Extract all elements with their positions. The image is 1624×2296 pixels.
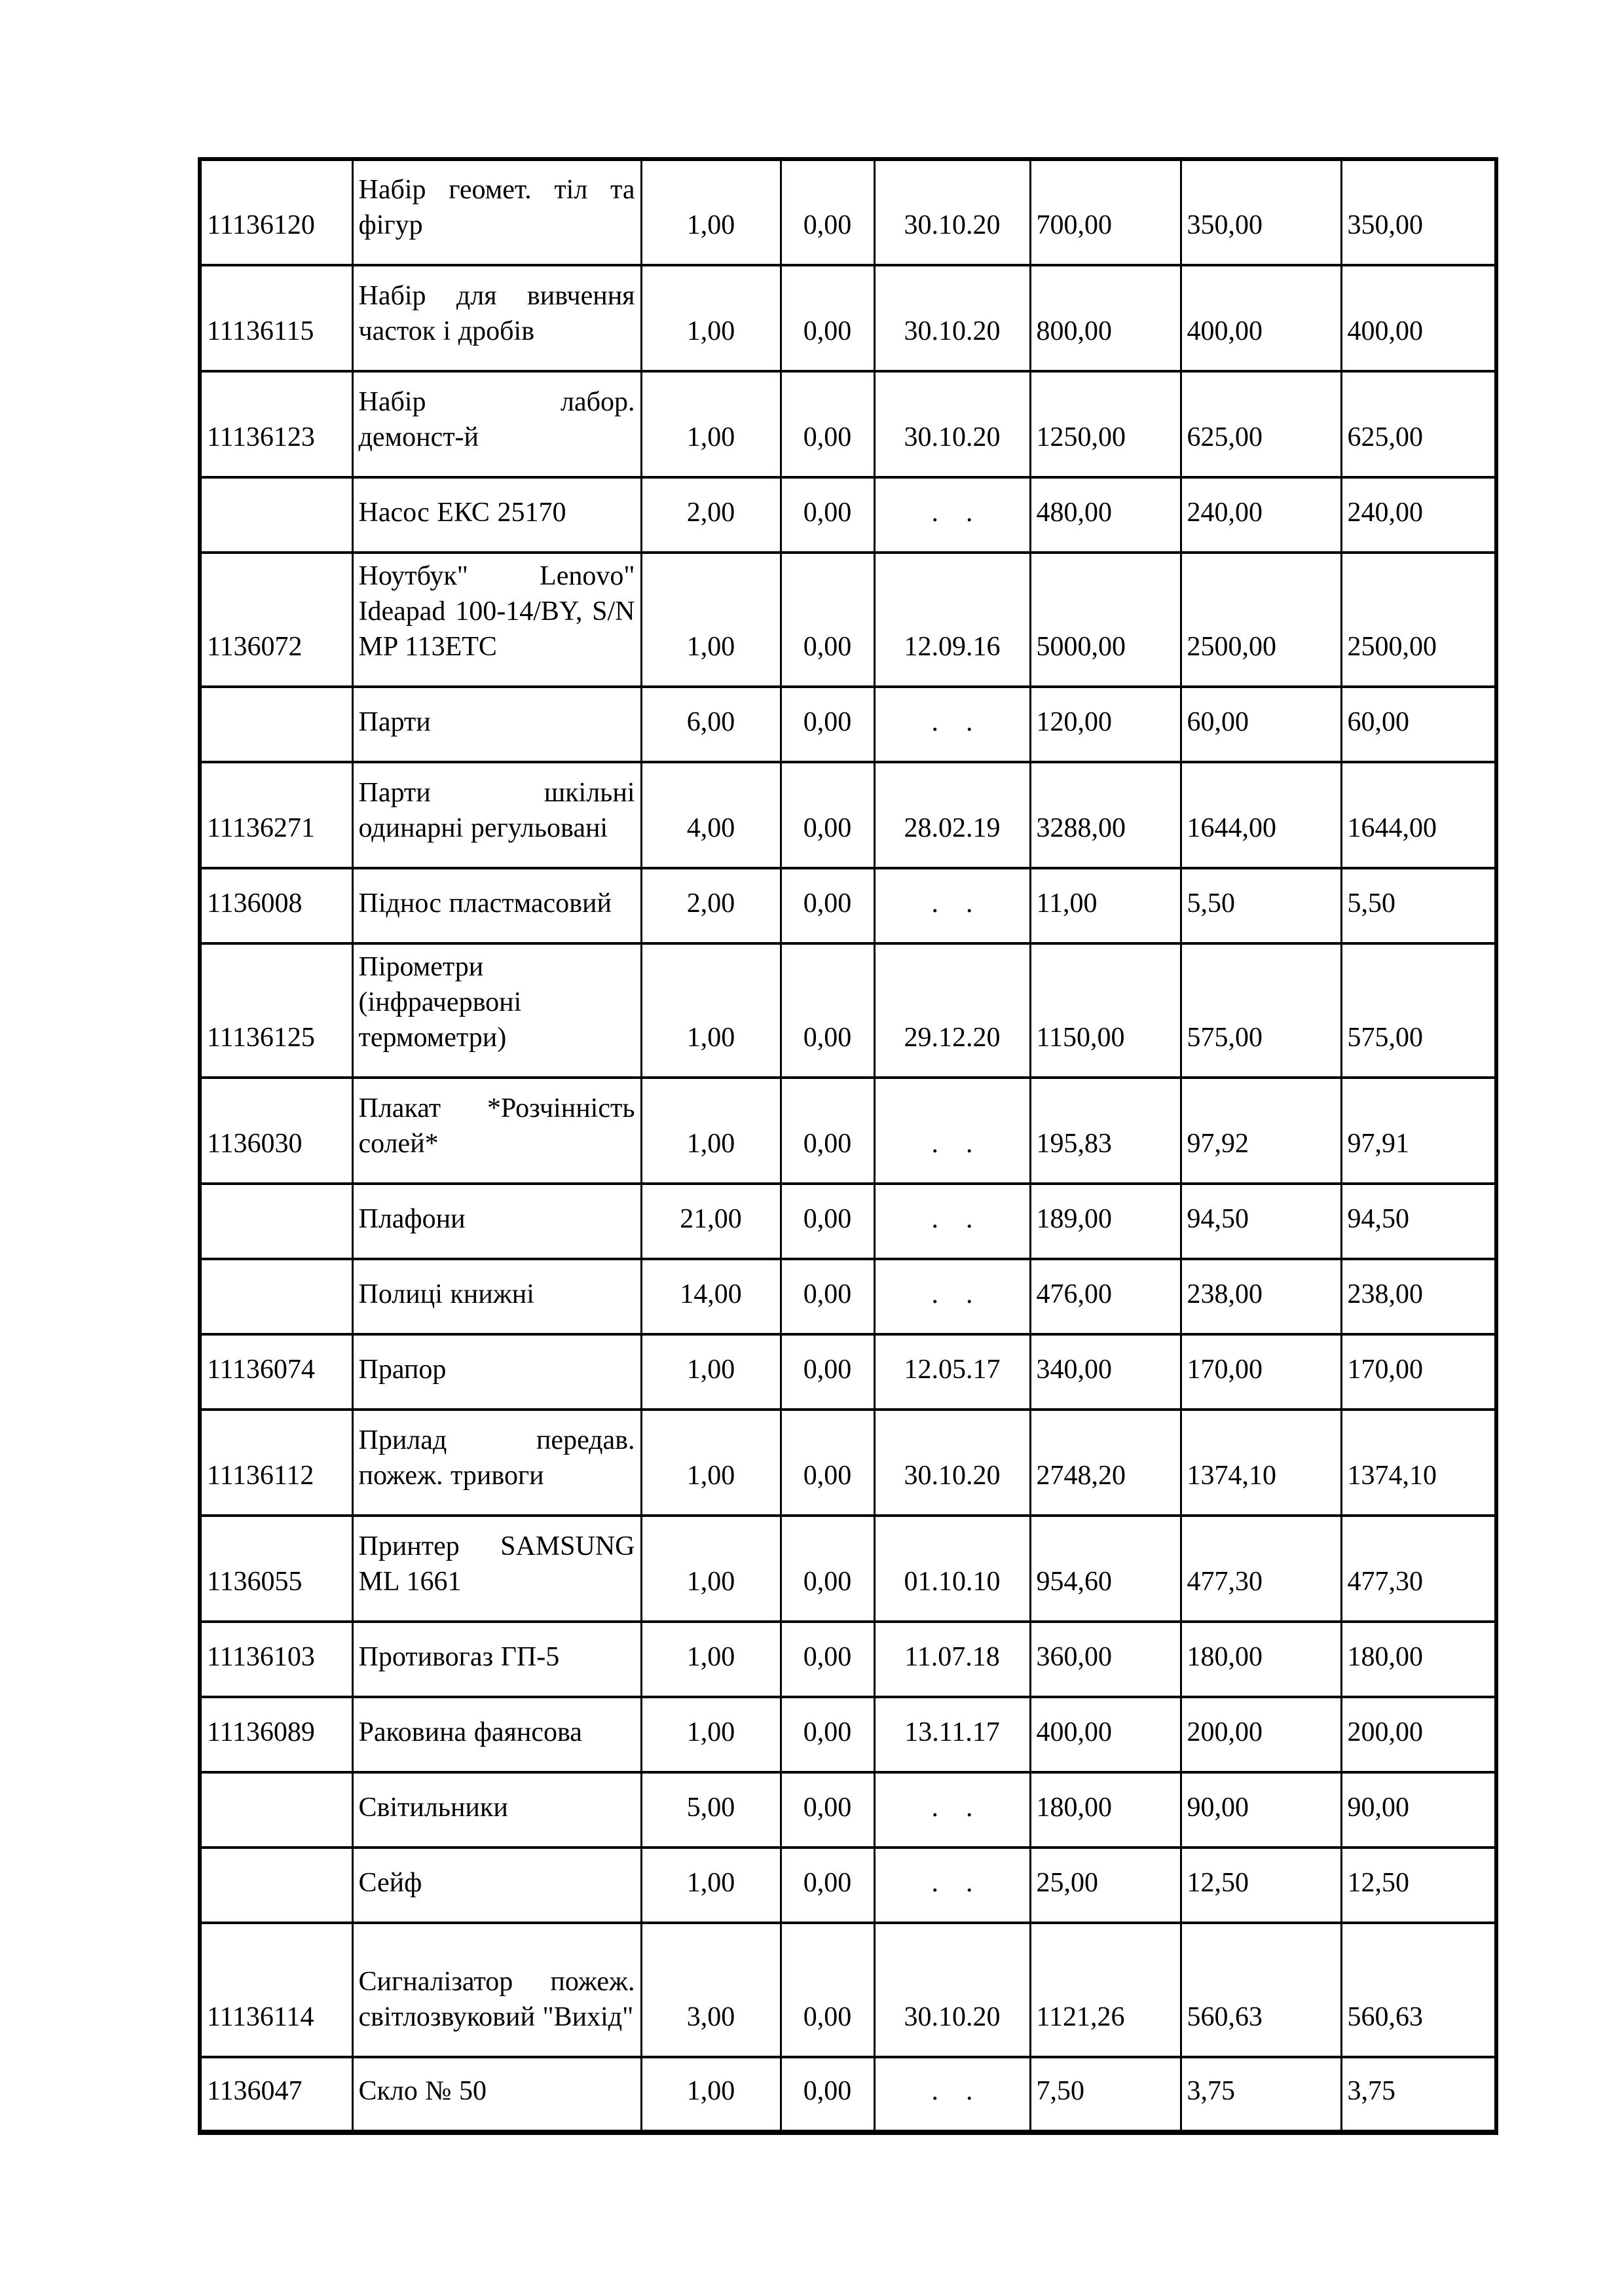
- table-row: [200, 1697, 1496, 1772]
- table-row: [200, 1334, 1496, 1410]
- table-row: [200, 943, 1496, 1078]
- cell-amount-2: 560,63: [1181, 1923, 1341, 2057]
- cell-quantity-secondary: 0,00: [781, 1410, 874, 1516]
- cell-amount-2: 97,92: [1181, 1078, 1341, 1184]
- cell-quantity-secondary: 0,00: [781, 1334, 874, 1410]
- cell-amount-2: 94,50: [1181, 1184, 1341, 1259]
- cell-item-name: Противогаз ГП-5: [352, 1622, 641, 1697]
- cell-amount-2: 240,00: [1181, 477, 1341, 553]
- cell-date: . .: [874, 1078, 1030, 1184]
- cell-amount-1: 180,00: [1030, 1772, 1181, 1848]
- cell-amount-1: 3288,00: [1030, 762, 1181, 868]
- cell-date: 12.05.17: [874, 1334, 1030, 1410]
- cell-quantity-secondary: 0,00: [781, 2057, 874, 2132]
- cell-quantity: 5,00: [641, 1772, 781, 1848]
- cell-inventory-number: [200, 1772, 352, 1848]
- cell-quantity-secondary: 0,00: [781, 1184, 874, 1259]
- cell-quantity: 1,00: [641, 1848, 781, 1923]
- cell-amount-2: 238,00: [1181, 1259, 1341, 1334]
- cell-amount-3: 350,00: [1341, 159, 1496, 265]
- cell-inventory-number: 1136047: [200, 2057, 352, 2132]
- cell-amount-1: 7,50: [1030, 2057, 1181, 2132]
- cell-quantity-secondary: 0,00: [781, 371, 874, 477]
- cell-amount-3: 575,00: [1341, 943, 1496, 1078]
- cell-amount-1: 25,00: [1030, 1848, 1181, 1923]
- cell-quantity: 4,00: [641, 762, 781, 868]
- cell-date: 13.11.17: [874, 1697, 1030, 1772]
- cell-date: 30.10.20: [874, 1410, 1030, 1516]
- cell-quantity-secondary: 0,00: [781, 1259, 874, 1334]
- cell-item-name: Плафони: [352, 1184, 641, 1259]
- cell-quantity-secondary: 0,00: [781, 265, 874, 371]
- cell-inventory-number: 11136125: [200, 943, 352, 1078]
- table-row: [200, 2057, 1496, 2132]
- cell-inventory-number: 11136114: [200, 1923, 352, 2057]
- cell-item-name: Скло № 50: [352, 2057, 641, 2132]
- cell-item-name: Прилад передав. пожеж. тривоги: [352, 1410, 641, 1516]
- cell-amount-1: 340,00: [1030, 1334, 1181, 1410]
- cell-amount-3: 400,00: [1341, 265, 1496, 371]
- cell-quantity: 1,00: [641, 553, 781, 687]
- cell-item-name: Плакат *Розчінність солей*: [352, 1078, 641, 1184]
- cell-inventory-number: [200, 1848, 352, 1923]
- cell-inventory-number: 1136008: [200, 868, 352, 943]
- cell-amount-3: 94,50: [1341, 1184, 1496, 1259]
- cell-quantity: 1,00: [641, 1622, 781, 1697]
- cell-inventory-number: 11136074: [200, 1334, 352, 1410]
- cell-inventory-number: 11136112: [200, 1410, 352, 1516]
- table-row: [200, 371, 1496, 477]
- cell-amount-3: 170,00: [1341, 1334, 1496, 1410]
- cell-quantity-secondary: 0,00: [781, 1697, 874, 1772]
- cell-quantity: 1,00: [641, 1410, 781, 1516]
- cell-quantity: 1,00: [641, 943, 781, 1078]
- cell-quantity-secondary: 0,00: [781, 1622, 874, 1697]
- cell-date: . .: [874, 2057, 1030, 2132]
- cell-quantity-secondary: 0,00: [781, 1078, 874, 1184]
- cell-amount-2: 1644,00: [1181, 762, 1341, 868]
- inventory-table-body: [200, 159, 1496, 2132]
- cell-inventory-number: 1136072: [200, 553, 352, 687]
- cell-date: . .: [874, 1184, 1030, 1259]
- cell-quantity: 1,00: [641, 1516, 781, 1622]
- cell-item-name: Ноутбук" Lenovo" Ideapad 100-14/BY, S/N MP 113ETC: [352, 553, 641, 687]
- cell-amount-3: 560,63: [1341, 1923, 1496, 2057]
- cell-quantity-secondary: 0,00: [781, 1848, 874, 1923]
- cell-inventory-number: [200, 477, 352, 553]
- table-row: [200, 553, 1496, 687]
- cell-amount-2: 180,00: [1181, 1622, 1341, 1697]
- inventory-table: [198, 157, 1498, 2135]
- cell-amount-1: 1250,00: [1030, 371, 1181, 477]
- cell-amount-2: 2500,00: [1181, 553, 1341, 687]
- cell-amount-2: 625,00: [1181, 371, 1341, 477]
- table-row: [200, 687, 1496, 762]
- cell-inventory-number: 11136271: [200, 762, 352, 868]
- cell-quantity: 1,00: [641, 1078, 781, 1184]
- cell-amount-1: 2748,20: [1030, 1410, 1181, 1516]
- cell-amount-3: 12,50: [1341, 1848, 1496, 1923]
- cell-amount-1: 360,00: [1030, 1622, 1181, 1697]
- cell-amount-1: 476,00: [1030, 1259, 1181, 1334]
- cell-item-name: Набір лабор. демонст‑й: [352, 371, 641, 477]
- table-row: [200, 1516, 1496, 1622]
- cell-item-name: Раковина фаянсова: [352, 1697, 641, 1772]
- cell-item-name: Полиці книжні: [352, 1259, 641, 1334]
- cell-amount-2: 400,00: [1181, 265, 1341, 371]
- cell-amount-3: 60,00: [1341, 687, 1496, 762]
- cell-date: . .: [874, 477, 1030, 553]
- table-row: [200, 1078, 1496, 1184]
- table-row: [200, 159, 1496, 265]
- cell-amount-3: 240,00: [1341, 477, 1496, 553]
- cell-quantity-secondary: 0,00: [781, 159, 874, 265]
- cell-date: . .: [874, 687, 1030, 762]
- cell-quantity: 2,00: [641, 868, 781, 943]
- table-row: [200, 868, 1496, 943]
- table-row: [200, 1259, 1496, 1334]
- cell-amount-1: 1121,26: [1030, 1923, 1181, 2057]
- cell-amount-3: 200,00: [1341, 1697, 1496, 1772]
- table-row: [200, 1410, 1496, 1516]
- cell-quantity: 14,00: [641, 1259, 781, 1334]
- table-row: [200, 1772, 1496, 1848]
- cell-amount-2: 200,00: [1181, 1697, 1341, 1772]
- cell-amount-3: 625,00: [1341, 371, 1496, 477]
- cell-amount-1: 1150,00: [1030, 943, 1181, 1078]
- cell-quantity-secondary: 0,00: [781, 1516, 874, 1622]
- cell-item-name: Набір для вивчення часток і дробів: [352, 265, 641, 371]
- cell-quantity: 2,00: [641, 477, 781, 553]
- cell-item-name: Парти шкільні одинарні регульовані: [352, 762, 641, 868]
- cell-inventory-number: [200, 1259, 352, 1334]
- cell-amount-2: 350,00: [1181, 159, 1341, 265]
- cell-amount-3: 477,30: [1341, 1516, 1496, 1622]
- cell-quantity-secondary: 0,00: [781, 687, 874, 762]
- table-row: [200, 265, 1496, 371]
- cell-amount-2: 1374,10: [1181, 1410, 1341, 1516]
- cell-inventory-number: [200, 1184, 352, 1259]
- cell-inventory-number: [200, 687, 352, 762]
- cell-amount-3: 1644,00: [1341, 762, 1496, 868]
- table-row: [200, 1184, 1496, 1259]
- cell-inventory-number: 11136120: [200, 159, 352, 265]
- cell-amount-2: 12,50: [1181, 1848, 1341, 1923]
- cell-amount-1: 700,00: [1030, 159, 1181, 265]
- cell-amount-1: 400,00: [1030, 1697, 1181, 1772]
- cell-inventory-number: 11136115: [200, 265, 352, 371]
- cell-amount-3: 2500,00: [1341, 553, 1496, 687]
- cell-quantity-secondary: 0,00: [781, 553, 874, 687]
- cell-date: 30.10.20: [874, 265, 1030, 371]
- cell-date: 28.02.19: [874, 762, 1030, 868]
- cell-amount-3: 180,00: [1341, 1622, 1496, 1697]
- cell-item-name: Сигналізатор пожеж. світлозвуковий "Вихід": [352, 1923, 641, 2057]
- cell-amount-1: 195,83: [1030, 1078, 1181, 1184]
- cell-item-name: Пірометри (інфрачервоні термометри): [352, 943, 641, 1078]
- cell-date: 01.10.10: [874, 1516, 1030, 1622]
- cell-quantity: 1,00: [641, 1697, 781, 1772]
- cell-amount-1: 5000,00: [1030, 553, 1181, 687]
- cell-item-name: Світильники: [352, 1772, 641, 1848]
- cell-item-name: Набір геомет. тіл та фігур: [352, 159, 641, 265]
- cell-date: 29.12.20: [874, 943, 1030, 1078]
- cell-amount-1: 11,00: [1030, 868, 1181, 943]
- cell-amount-3: 1374,10: [1341, 1410, 1496, 1516]
- cell-amount-1: 954,60: [1030, 1516, 1181, 1622]
- cell-date: 30.10.20: [874, 1923, 1030, 2057]
- cell-amount-2: 90,00: [1181, 1772, 1341, 1848]
- cell-amount-1: 480,00: [1030, 477, 1181, 553]
- cell-amount-3: 3,75: [1341, 2057, 1496, 2132]
- cell-amount-3: 5,50: [1341, 868, 1496, 943]
- cell-quantity: 3,00: [641, 1923, 781, 2057]
- cell-inventory-number: 1136055: [200, 1516, 352, 1622]
- cell-date: 30.10.20: [874, 159, 1030, 265]
- cell-amount-3: 238,00: [1341, 1259, 1496, 1334]
- table-row: [200, 762, 1496, 868]
- cell-amount-1: 189,00: [1030, 1184, 1181, 1259]
- cell-amount-3: 97,91: [1341, 1078, 1496, 1184]
- cell-date: 30.10.20: [874, 371, 1030, 477]
- cell-amount-2: 3,75: [1181, 2057, 1341, 2132]
- cell-item-name: Насос ЕКС 25170: [352, 477, 641, 553]
- cell-item-name: Піднос пластмасовий: [352, 868, 641, 943]
- cell-amount-2: 60,00: [1181, 687, 1341, 762]
- cell-inventory-number: 11136123: [200, 371, 352, 477]
- cell-item-name: Прапор: [352, 1334, 641, 1410]
- cell-item-name: Принтер SAMSUNG ML 1661: [352, 1516, 641, 1622]
- cell-quantity: 1,00: [641, 265, 781, 371]
- cell-date: . .: [874, 868, 1030, 943]
- cell-quantity-secondary: 0,00: [781, 1923, 874, 2057]
- cell-quantity: 1,00: [641, 1334, 781, 1410]
- cell-amount-2: 477,30: [1181, 1516, 1341, 1622]
- cell-item-name: Парти: [352, 687, 641, 762]
- table-row: [200, 1923, 1496, 2057]
- cell-amount-2: 170,00: [1181, 1334, 1341, 1410]
- table-row: [200, 1848, 1496, 1923]
- cell-amount-1: 800,00: [1030, 265, 1181, 371]
- cell-quantity-secondary: 0,00: [781, 762, 874, 868]
- cell-quantity-secondary: 0,00: [781, 1772, 874, 1848]
- table-row: [200, 477, 1496, 553]
- cell-date: . .: [874, 1772, 1030, 1848]
- cell-quantity: 1,00: [641, 159, 781, 265]
- cell-date: 11.07.18: [874, 1622, 1030, 1697]
- cell-quantity-secondary: 0,00: [781, 477, 874, 553]
- cell-amount-2: 5,50: [1181, 868, 1341, 943]
- cell-inventory-number: 11136103: [200, 1622, 352, 1697]
- cell-date: 12.09.16: [874, 553, 1030, 687]
- cell-quantity: 1,00: [641, 371, 781, 477]
- cell-quantity: 21,00: [641, 1184, 781, 1259]
- table-row: [200, 1622, 1496, 1697]
- cell-date: . .: [874, 1259, 1030, 1334]
- cell-quantity: 1,00: [641, 2057, 781, 2132]
- cell-amount-2: 575,00: [1181, 943, 1341, 1078]
- cell-inventory-number: 1136030: [200, 1078, 352, 1184]
- cell-inventory-number: 11136089: [200, 1697, 352, 1772]
- cell-amount-3: 90,00: [1341, 1772, 1496, 1848]
- cell-quantity-secondary: 0,00: [781, 868, 874, 943]
- cell-item-name: Сейф: [352, 1848, 641, 1923]
- cell-date: . .: [874, 1848, 1030, 1923]
- cell-amount-1: 120,00: [1030, 687, 1181, 762]
- cell-quantity-secondary: 0,00: [781, 943, 874, 1078]
- cell-quantity: 6,00: [641, 687, 781, 762]
